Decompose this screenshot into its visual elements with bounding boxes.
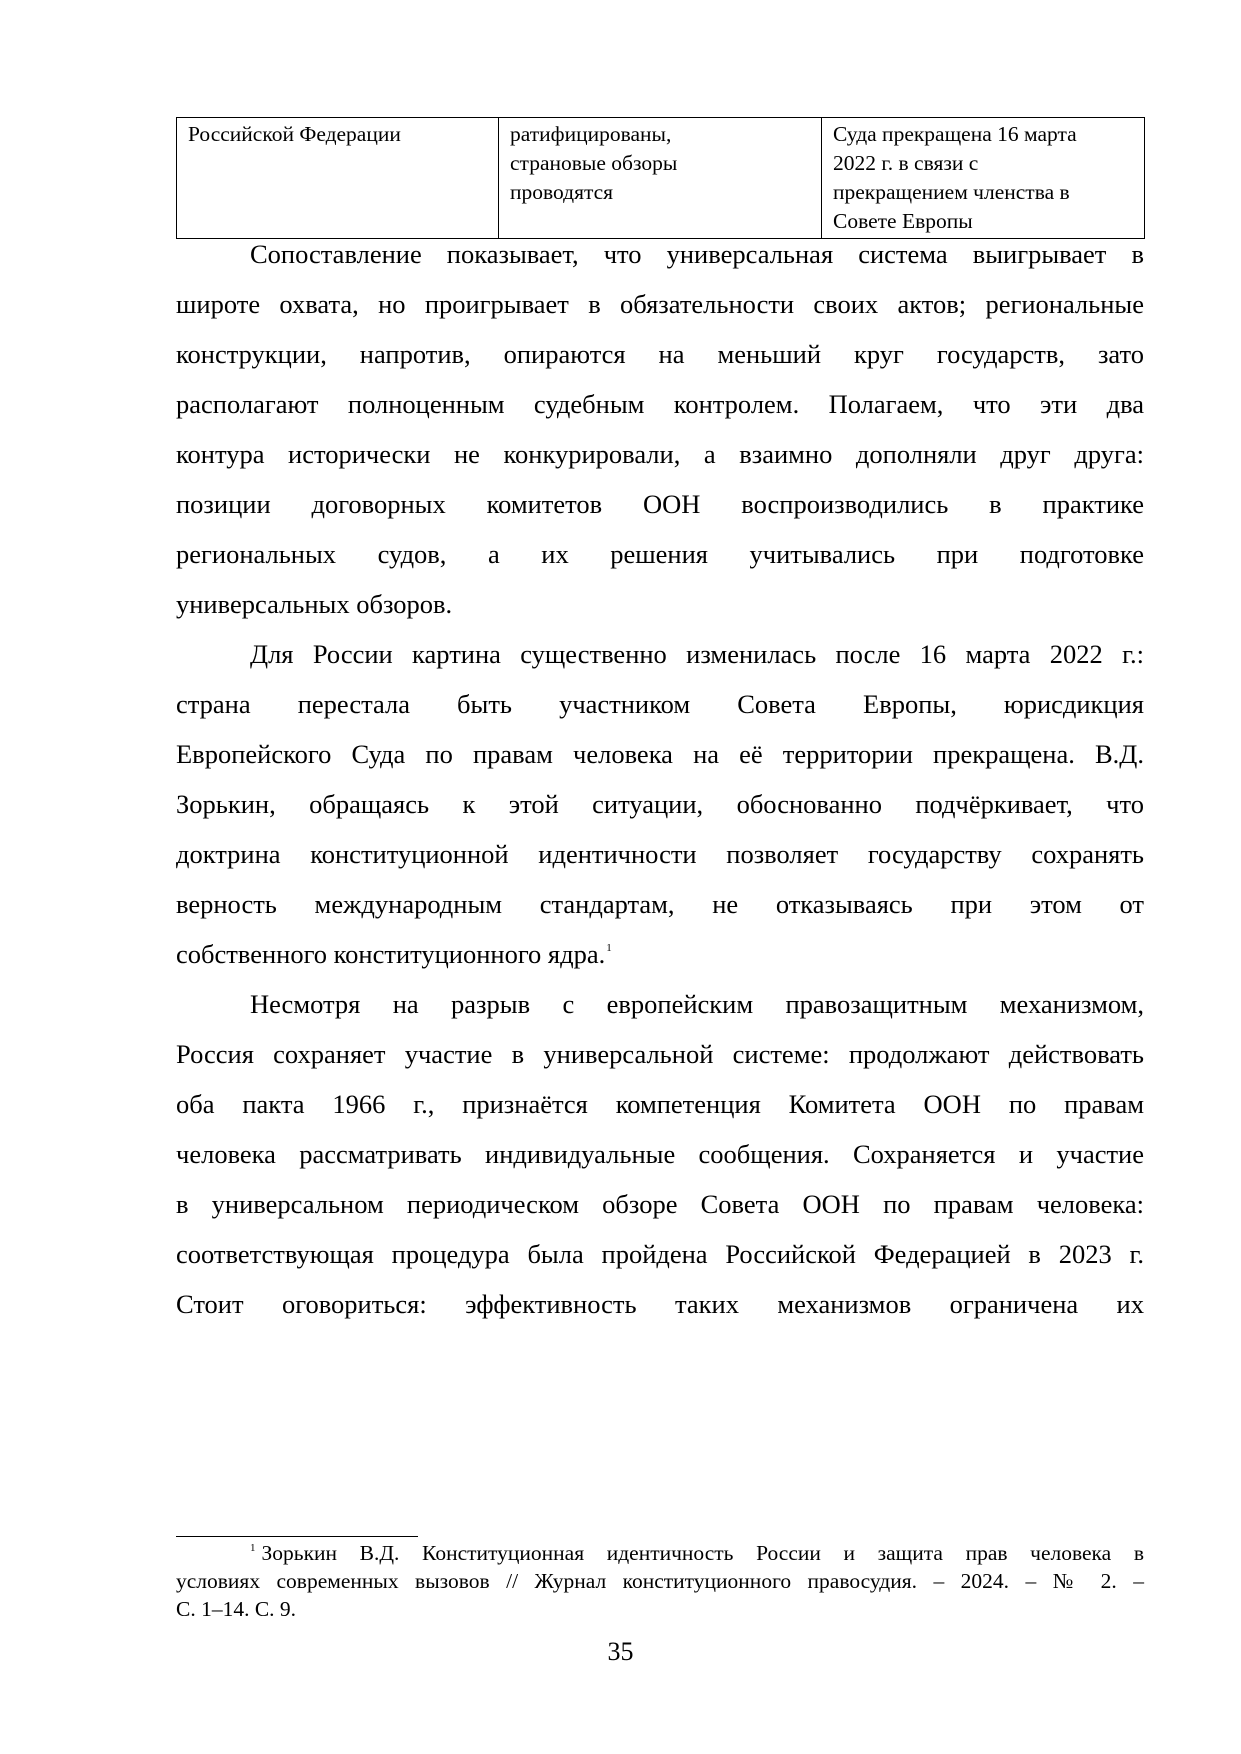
text-line: Для России картина существенно изменилась после 16 марта 2022 г.:: [250, 639, 1144, 669]
text-line: Стоит оговориться: эффективность таких механизмов ограничена их: [176, 1289, 1144, 1319]
footnote-separator: [176, 1536, 418, 1537]
text-line: Россия сохраняет участие в универсальной системе: продолжают действовать: [176, 1039, 1144, 1069]
paragraph-russia-2022: [176, 629, 1144, 979]
comparison-table-fragment: [176, 117, 1145, 239]
table-row: [177, 118, 1145, 239]
table-cell-court: [822, 118, 1145, 239]
text-line: доктрина конституционной идентичности позволяет государству сохранять: [176, 839, 1144, 869]
footnote-line: [176, 1539, 1144, 1567]
page-number: 35: [607, 1637, 634, 1666]
body-text: [176, 229, 1144, 1329]
cell-line: Российской Федерации: [188, 122, 401, 146]
footnote-mark: 1: [250, 1542, 256, 1554]
text-line: Несмотря на разрыв с европейским правозащитным механизмом,: [250, 989, 1144, 1019]
text-line: страна перестала быть участником Совета Европы, юрисдикция: [176, 689, 1144, 719]
footnote-text: Зорькин В.Д. Конституционная идентичность России и защита прав человека в: [261, 1541, 1144, 1565]
text-line: широте охвата, но проигрывает в обязательности своих актов; региональные: [176, 289, 1144, 319]
paragraph-comparison: [176, 229, 1144, 629]
text-line: позиции договорных комитетов ООН воспроизводились в практике: [176, 489, 1144, 519]
text-line-content: собственного конституционного ядра.: [176, 939, 606, 969]
cell-line: Совете Европы: [833, 209, 973, 233]
paragraph-universal-system: [176, 979, 1144, 1329]
cell-line: прекращением членства в: [833, 180, 1070, 204]
cell-line: проводятся: [510, 180, 614, 204]
cell-line: страновые обзоры: [510, 151, 678, 175]
text-line: в универсальном периодическом обзоре Совета ООН по правам человека:: [176, 1189, 1144, 1219]
text-line: человека рассматривать индивидуальные сообщения. Сохраняется и участие: [176, 1139, 1144, 1169]
text-line: оба пакта 1966 г., признаётся компетенция Комитета ООН по правам: [176, 1089, 1144, 1119]
table-cell-status: [499, 118, 822, 239]
cell-line: 2022 г. в связи с: [833, 151, 979, 175]
text-line: универсальных обзоров.: [176, 589, 453, 619]
text-line: региональных судов, а их решения учитывались при подготовке: [176, 539, 1144, 569]
text-line: соответствующая процедура была пройдена Российской Федерацией в 2023 г.: [176, 1239, 1144, 1269]
cell-line: ратифицированы,: [510, 122, 672, 146]
table-cell-country: [177, 118, 499, 239]
footnote: [176, 1539, 1144, 1623]
text-line: [176, 929, 1144, 979]
footnote-line: С. 1–14. С. 9.: [176, 1597, 297, 1621]
footnote-reference[interactable]: 1: [606, 942, 612, 954]
text-line: располагают полноценным судебным контролем. Полагаем, что эти два: [176, 389, 1144, 419]
text-line: верность международным стандартам, не отказываясь при этом от: [176, 889, 1144, 919]
cell-line: Суда прекращена 16 марта: [833, 122, 1077, 146]
text-line: контура исторически не конкурировали, а взаимно дополняли друг друга:: [176, 439, 1144, 469]
text-line: Зорькин, обращаясь к этой ситуации, обоснованно подчёркивает, что: [176, 789, 1144, 819]
text-line: конструкции, напротив, опираются на меньший круг государств, зато: [176, 339, 1144, 369]
text-line: Европейского Суда по правам человека на её территории прекращена. В.Д.: [176, 739, 1144, 769]
text-line: Сопоставление показывает, что универсальная система выигрывает в: [250, 239, 1144, 269]
footnote-line: условиях современных вызовов // Журнал конституционного правосудия. – 2024. – № 2. –: [176, 1569, 1144, 1593]
